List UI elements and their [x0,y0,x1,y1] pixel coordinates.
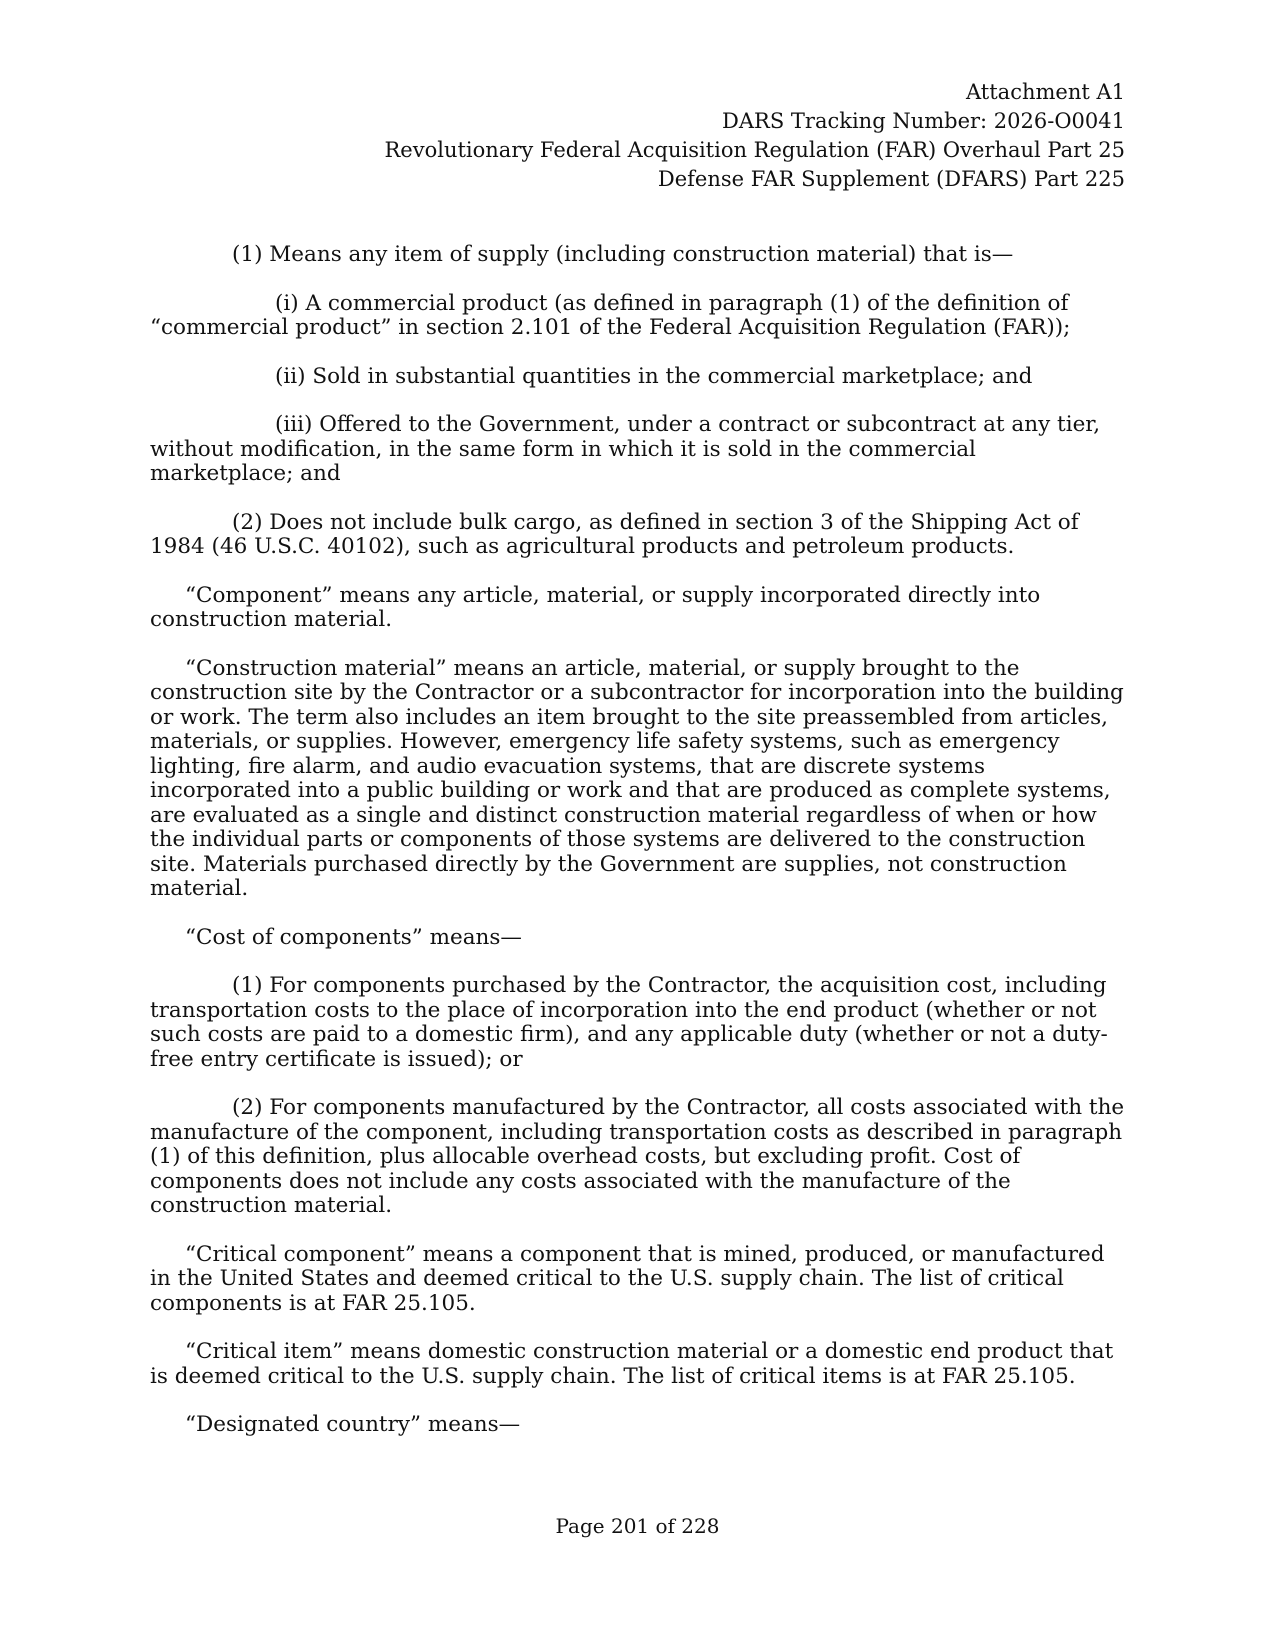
tracking-number: DARS Tracking Number: 2026-O0041 [722,109,1125,133]
paragraph-components-manufactured: (2) For components manufactured by the Contractor, all costs associated with the manufacture of the component, including transportation costs as described in paragraph (1) of this definition, plus allocable overhead costs, but excluding profit. Cost of components does not include any costs associated with the manufacture of the construction material. [150,1095,1125,1218]
paragraph-offered-government: (iii) Offered to the Government, under a contract or subcontract at any tier, without modification, in the same form in which it is sold in the commercial marketplace; and [150,412,1101,486]
document-body [150,243,1125,1462]
page-number: Page 201 of 228 [555,1514,720,1538]
definition-designated-country: “Designated country” means— [185,1412,521,1437]
attachment-label: Attachment A1 [966,80,1125,104]
page-header [385,78,1126,194]
dfars-part-title: Defense FAR Supplement (DFARS) Part 225 [657,167,1125,191]
definition-cost-of-components: “Cost of components” means— [185,924,522,950]
paragraph-bulk-cargo: (2) Does not include bulk cargo, as defined in section 3 of the Shipping Act of 1984 (46 U.S.C. 40102), such as agricultural products and petroleum products. [150,509,1079,559]
paragraph-commercial-product: (i) A commercial product (as defined in paragraph (1) of the definition of “commercial product” in section 2.101 of the Federal Acquisition Regulation (FAR)); [150,290,1071,340]
paragraph-sold-quantities: (ii) Sold in substantial quantities in the commercial marketplace; and [275,363,1033,389]
definition-component: “Component” means any article, material, or supply incorporated directly into construction material. [150,582,1041,632]
definition-critical-component: “Critical component” means a component that is mined, produced, or manufactured in the United States and deemed critical to the U.S. supply chain. The list of critical components is at FAR 25.105. [150,1241,1105,1316]
far-part-title: Revolutionary Federal Acquisition Regulation (FAR) Overhaul Part 25 [384,138,1125,162]
definition-construction-material: “Construction material” means an article, material, or supply brought to the construction site by the Contractor or a subcontractor for incorporation into the building or work. The term also includes an item brought to the site preassembled from articles, materials, or supplies. However, emergency life safety systems, such as emergency lighting, fire alarm, and audio evacuation systems, that are discrete systems incorporated into a public building or work and that are produced as complete systems, are evaluated as a single and distinct construction material regardless of when or how the individual parts or components of those systems are delivered to the construction site. Materials purchased directly by the Government are supplies, not construction material. [150,655,1124,901]
paragraph-components-purchased: (1) For components purchased by the Contractor, the acquisition cost, including transportation costs to the place of incorporation into the end product (whether or not such costs are paid to a domestic firm), and any applicable duty (whether or not a duty-free entry certificate is issued); or [150,973,1108,1072]
paragraph-means-item: (1) Means any item of supply (including construction material) that is— [232,242,1014,267]
definition-critical-item: “Critical item” means domestic construction material or a domestic end product that is deemed critical to the U.S. supply chain. The list of critical items is at FAR 25.105. [150,1339,1114,1389]
